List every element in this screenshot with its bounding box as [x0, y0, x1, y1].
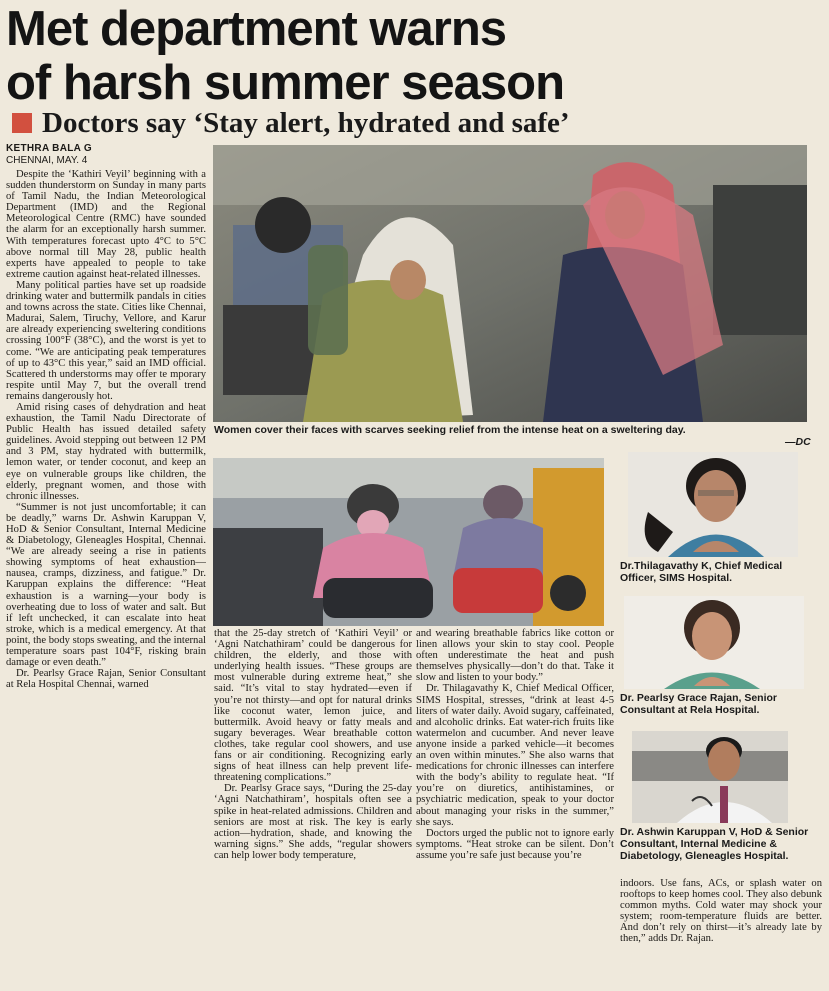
paragraph: Amid rising cases of dehydration and heat exhaustion, the Tamil Nadu Directorate of Public Health has issued detailed safety guidelines. Avoid stepping out between 12 PM and 3 PM, stay hydrated with buttermilk, lemon water, or tender coconut, and keep an eye on vulnerable groups like children, the elderly, pregnant women, and those with chronic illnesses.	[6, 401, 206, 502]
headline-line-1: Met department warns	[6, 2, 507, 56]
paragraph: Despite the ‘Kathiri Veyil’ beginning with a sudden thunderstorm on Sunday in many parts of Tamil Nadu, the Indian Meteorological Department (IMD) and the Regional Meteorological Centre (RMC) have sounded the alarm for an exceptionally harsh summer. With temperatures forecast upto 4°C to 5°C above normal till May 28, public health experts have appealed to people to take extreme caution against heat-related illnesses.	[6, 169, 206, 280]
byline: KETHRA BALA G	[6, 143, 92, 154]
second-photo-scooter-riders	[213, 458, 604, 626]
paragraph: Dr. Pearlsy Grace Rajan, Senior Consultant at Rela Hospital Chennai, warned	[6, 668, 206, 691]
portrait-illustration-3	[632, 731, 788, 823]
article-column-2	[214, 628, 412, 988]
portrait-illustration-1	[628, 452, 798, 557]
paragraph: indoors. Use fans, ACs, or splash water on rooftops to keep homes cool. They also debunk common myths. Cold water may shock your system; room-temperature fluids are better. And don’t rely on thirst—it’s already late by then,” adds Dr. Rajan.	[620, 878, 822, 945]
portrait-caption-1: Dr.Thilagavathy K, Chief Medical Officer, SIMS Hospital.	[620, 560, 783, 584]
street-scene-illustration	[213, 145, 807, 422]
portrait-dr-ashwin	[632, 731, 788, 823]
portrait-caption-3: Dr. Ashwin Karuppan V, HoD & Senior Consultant, Internal Medicine & Diabetology, Gleneagles Hospital.	[620, 826, 809, 862]
subheadline-text: Doctors say ‘Stay alert, hydrated and safe’	[42, 107, 570, 139]
paragraph: Many political parties have set up roadside drinking water and buttermilk pandals in cities and towns across the state. Cities like Chennai, Madurai, Salem, Tiruchy, Vellore, and Karur are already experiencing sweltering conditions crossing 100°F (38°C), and the worst is yet to come. “We are anticipating peak temperatures of up to 43°C this year,” said an IMD official. Scattered th understorms may offer te mporary respite until May 7, but the overall trend remains dangerously hot.	[6, 279, 206, 402]
dateline: CHENNAI, MAY. 4	[6, 155, 88, 166]
portrait-dr-pearlsy	[624, 596, 804, 689]
main-photo-women-with-scarves	[213, 145, 807, 422]
paragraph: “Summer is not just uncomfortable; it can be deadly,” warns Dr. Ashwin Karuppan V, HoD & Senior Consultant, Internal Medicine & Diabetology, Gleneagles Hospital, Chennai. “We are already seeing a rise in patients showing symptoms of heat exhaustion—nausea, cramps, dizziness, and fatigue.” Dr. Karuppan explains the difference: “Heat exhaustion is a warning—your body is overheating due to loss of water and salt. But if left unchecked, it can escalate into heat stroke, which is a medical emergency. At that point, the body stops sweating, and the internal temperature soars past 104°F, risking brain damage or even death.”	[6, 501, 206, 669]
article-column-4	[620, 878, 822, 988]
portrait-illustration-2	[624, 596, 804, 689]
byline-block	[6, 143, 206, 167]
headline	[6, 2, 826, 110]
article-column-3	[416, 628, 614, 988]
paragraph: and wearing breathable fabrics like cotton or linen allows your skin to stay cool. People often underestimate the heat and push themselves physically—don’t do that. Take it slow and listen to your body.”	[416, 628, 614, 684]
red-square-icon	[12, 113, 32, 133]
subheadline	[12, 106, 812, 140]
paragraph: that the 25-day stretch of ‘Kathiri Veyil’ or ‘Agni Natchathiram’ could be dangerous for children, the elderly, and those with underlying health issues. “These groups are most vulnerable during extreme heat,” she said. “It’s vital to stay hydrated—even if you’re not thirsty—and opt for natural drinks like coconut water, lemon juice, and buttermilk. Avoid heavy or fatty meals and sugary beverages. Wear breathable cotton clothes, take regular cool showers, and use fans or air conditioning. Recognizing early signs of heat illness can help prevent life-threatening complications.”	[214, 628, 412, 784]
portrait-caption-2: Dr. Pearlsy Grace Rajan, Senior Consultant at Rela Hospital.	[620, 692, 777, 716]
photo-credit: —DC	[785, 436, 811, 448]
headline-line-2: of harsh summer season	[6, 56, 565, 110]
article-column-1	[6, 169, 206, 987]
main-photo-caption: Women cover their faces with scarves seeking relief from the intense heat on a sweltering day.	[214, 424, 686, 436]
traffic-scene-illustration	[213, 458, 604, 626]
paragraph: Doctors urged the public not to ignore early symptoms. “Heat stroke can be silent. Don’t assume you’re safe just because you’re	[416, 827, 614, 861]
paragraph: Dr. Thilagavathy K, Chief Medical Officer, SIMS Hospital, stresses, “drink at least 4-5 liters of water daily. Avoid sugary, caffeinated, and alcoholic drinks. Eat water-rich fruits like watermelon and cucumber. And never leave anyone inside a parked vehicle—it becomes an oven within minutes.” She also warns that medications for chronic illnesses can interfere with the body’s ability to regulate heat. “If you’re on diuretics, antihistamines, or psychiatric medication, speak to your doctor about managing your risks in the summer,” she says.	[416, 683, 614, 828]
paragraph: Dr. Pearlsy Grace says, “During the 25-day ‘Agni Natchathiram’, hospitals often see a spike in heat-related admissions. Children and seniors are most at risk. The key is early action—hydration, shade, and knowing the warning signs.” She adds, “regular showers can help lower body temperature,	[214, 783, 412, 861]
portrait-dr-thilagavathy	[628, 452, 798, 557]
